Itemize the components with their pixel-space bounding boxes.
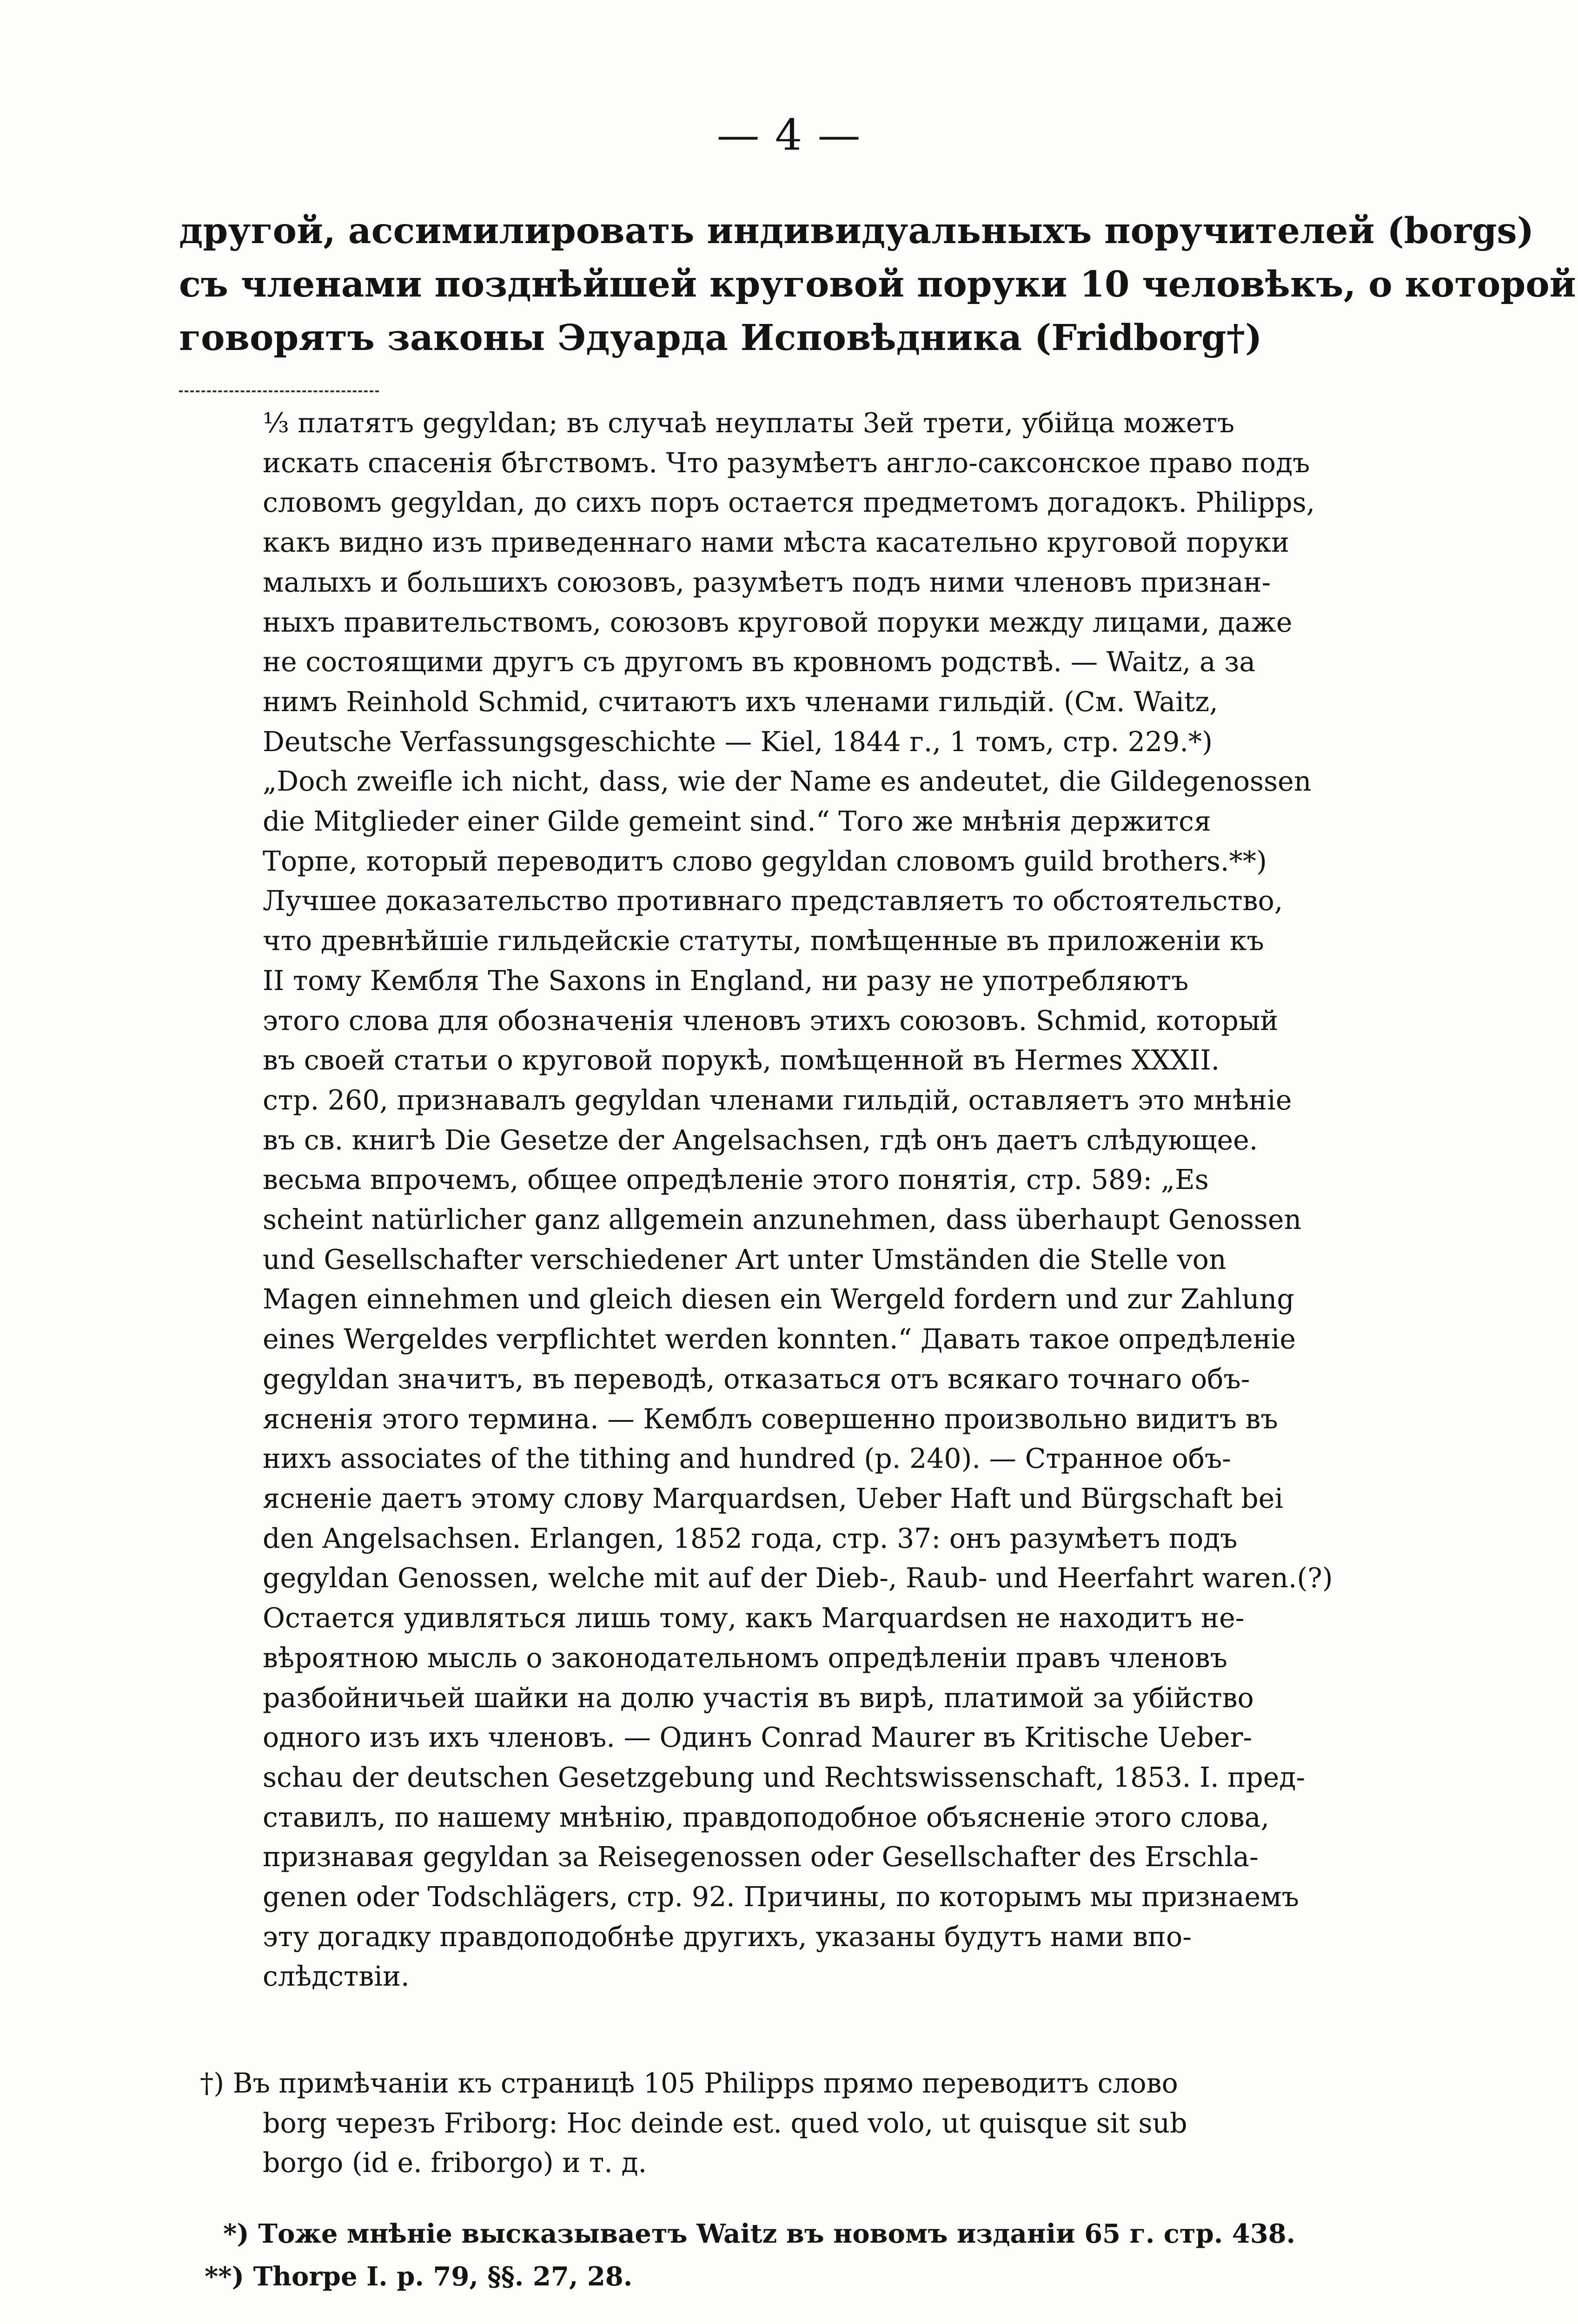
footnote-divider <box>179 390 379 392</box>
note-line: Лучшее доказательство противнаго представляетъ то обстоятельство, <box>263 885 1283 917</box>
main-line: другой, ассимилировать индивидуальныхъ поручителей (borgs) <box>179 210 1534 252</box>
note-line: признавая gegyldan за Reisegenossen oder Gesellschafter des Erschla- <box>263 1841 1259 1873</box>
note-line: словомъ gegyldan, до сихъ поръ остается предметомъ догадокъ. Philipps, <box>263 487 1315 519</box>
note-line: одного изъ ихъ членовъ. — Одинъ Conrad Maurer въ Kritische Ueber- <box>263 1722 1253 1754</box>
page-number: — 4 — <box>716 110 862 160</box>
note-line: ⅓ платятъ gegyldan; въ случаѣ неуплаты 3ей трети, убійца можетъ <box>263 407 1235 439</box>
note-line: ясненія этого термина. — Кемблъ совершенно произвольно видитъ въ <box>263 1403 1278 1435</box>
note-line: какъ видно изъ приведеннаго нами мѣста касательно круговой поруки <box>263 527 1290 559</box>
note-line: ныхъ правительствомъ, союзовъ круговой поруки между лицами, даже <box>263 606 1293 638</box>
note-line: вѣроятною мысль о законодательномъ опредѣленіи правъ членовъ <box>263 1642 1227 1674</box>
footnote-double-asterisk: **) Thorpe I. p. 79, §§. 27, 28. <box>205 2261 633 2292</box>
note-line: слѣдствіи. <box>263 1961 410 1993</box>
note-line: gegyldan Genossen, welche mit auf der Dieb-, Raub- und Heerfahrt waren.(?) <box>263 1562 1333 1594</box>
note-line: стр. 260, признавалъ gegyldan членами гильдій, оставляетъ это мнѣніе <box>263 1084 1292 1116</box>
note-line: эту догадку правдоподобнѣе другихъ, указаны будутъ нами впо- <box>263 1921 1192 1953</box>
main-line: говорятъ законы Эдуарда Исповѣдника (Fridborg†) <box>179 317 1262 359</box>
note-line: und Gesellschafter verschiedener Art unter Umständen die Stelle von <box>263 1243 1227 1275</box>
dagger-note-line: borgo (id e. friborgo) и т. д. <box>263 2147 647 2179</box>
note-line: den Angelsachsen. Erlangen, 1852 года, стр. 37: онъ разумѣетъ подъ <box>263 1522 1238 1554</box>
note-line: что древнѣйшіе гильдейскіе статуты, помѣщенные въ приложеніи къ <box>263 925 1264 957</box>
continued-footnote <box>263 403 1402 1997</box>
dagger-note-line: †) Въ примѣчаніи къ страницѣ 105 Philipps прямо переводитъ слово <box>200 2067 1178 2099</box>
note-line: Magen einnehmen und gleich diesen ein Wergeld fordern und zur Zahlung <box>263 1283 1294 1315</box>
note-line: die Mitglieder einer Gilde gemeint sind.“ Того же мнѣнія держится <box>263 805 1211 838</box>
note-line: schau der deutschen Gesetzgebung und Rechtswissenschaft, 1853. I. пред- <box>263 1761 1306 1793</box>
note-line: нихъ associates of the tithing and hundred (p. 240). — Странное объ- <box>263 1443 1231 1475</box>
note-line: Остается удивляться лишь тому, какъ Marquardsen не находитъ не- <box>263 1602 1245 1634</box>
note-line: въ своей статьи о круговой порукѣ, помѣщенной въ Hermes XXXII. <box>263 1044 1220 1076</box>
note-line: scheint natürlicher ganz allgemein anzunehmen, dass überhaupt Genossen <box>263 1204 1302 1236</box>
note-line: этого слова для обозначенія членовъ этихъ союзовъ. Schmid, который <box>263 1004 1279 1037</box>
note-line: не состоящими другъ съ другомъ въ кровномъ родствѣ. — Waitz, а за <box>263 646 1256 678</box>
note-line: eines Wergeldes verpflichtet werden konnten.“ Давать такое опредѣленіе <box>263 1323 1296 1355</box>
note-line: ясненіе даетъ этому слову Marquardsen, Ueber Haft und Bürgschaft bei <box>263 1482 1284 1514</box>
dagger-footnote <box>200 2064 1404 2183</box>
note-line: малыхъ и большихъ союзовъ, разумѣетъ подъ ними членовъ признан- <box>263 566 1271 598</box>
note-line: въ св. книгѣ Die Gesetze der Angelsachsen, гдѣ онъ даетъ слѣдующее. <box>263 1124 1258 1156</box>
footnote-asterisk: *) Тоже мнѣніе высказываетъ Waitz въ новомъ изданіи 65 г. стр. 438. <box>223 2218 1296 2249</box>
note-line: Торпе, который переводитъ слово gegyldan словомъ guild brothers.**) <box>263 845 1267 877</box>
note-line: genen oder Todschlägers, стр. 92. Причины, по которымъ мы признаемъ <box>263 1881 1299 1913</box>
note-line: весьма впрочемъ, общее опредѣленіе этого понятія, стр. 589: „Es <box>263 1164 1209 1196</box>
note-line: „Doch zweifle ich nicht, dass, wie der Name es andeutet, die Gildegenossen <box>263 766 1312 798</box>
note-line: Deutsche Verfassungsgeschichte — Kiel, 1844 г., 1 томъ, стр. 229.*) <box>263 726 1213 758</box>
note-line: ставилъ, по нашему мнѣнію, правдоподобное объясненіе этого слова, <box>263 1801 1270 1833</box>
note-line: нимъ Reinhold Schmid, считаютъ ихъ членами гильдій. (См. Waitz, <box>263 686 1218 718</box>
note-line: искать спасенія бѣгствомъ. Что разумѣетъ англо-саксонское право подъ <box>263 447 1310 479</box>
note-line: II тому Кембля The Saxons in England, ни разу не употребляютъ <box>263 964 1189 997</box>
main-paragraph <box>179 205 1576 365</box>
note-line: gegyldan значитъ, въ переводѣ, отказаться отъ всякаго точнаго объ- <box>263 1363 1250 1395</box>
page-footnotes <box>205 2212 1404 2298</box>
dagger-note-line: borg черезъ Friborg: Hoc deinde est. qued volo, ut quisque sit sub <box>263 2107 1187 2139</box>
main-line: съ членами позднѣйшей круговой поруки 10 человѣкъ, о которой <box>179 264 1576 305</box>
note-line: разбойничьей шайки на долю участія въ вирѣ, платимой за убійство <box>263 1682 1254 1714</box>
